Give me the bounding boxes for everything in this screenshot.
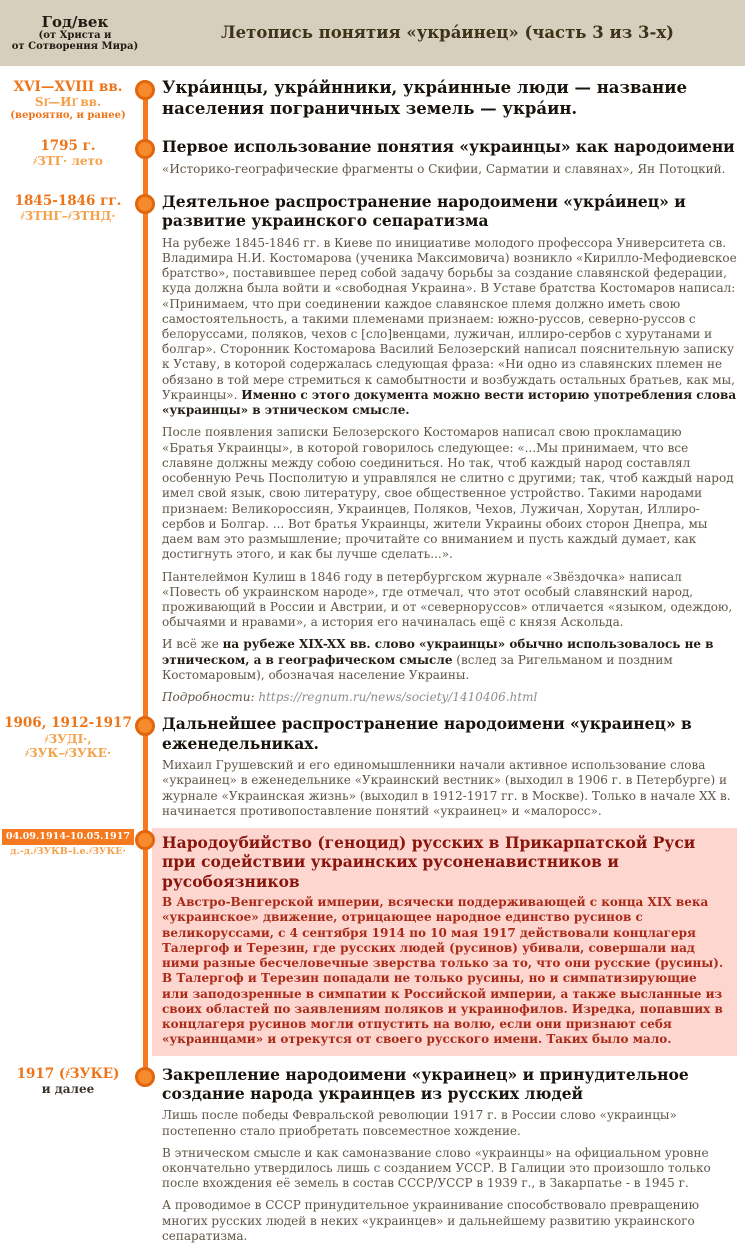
details-link[interactable]: https://regnum.ru/news/society/1410406.html [258, 690, 538, 705]
timeline-entry-1906-1917 [0, 714, 745, 819]
date-gregorian: 1795 г. [40, 138, 96, 155]
date-slavonic: ҂ЗТГ· лето [33, 154, 103, 169]
date-slavonic: ҂ЗТНГ–҂ЗТНД· [20, 209, 116, 224]
paragraph: Лишь после победы Февральской революции 1917 г. в России слово «украинцы» постепенно стало приобретать повсеместное хождение. [162, 1108, 677, 1138]
date-gregorian: XVI—XVIII вв. [13, 79, 123, 95]
entry-content [136, 828, 745, 1055]
timeline-dot [135, 1067, 155, 1087]
timeline-dot [135, 194, 155, 214]
era-sublabel-line1: (от Христа и [38, 30, 112, 42]
era-column-header [0, 14, 150, 53]
paragraph: Михаил Грушевский и его единомышленники начали активное использование слова «украинец» в еженедельнике «Украинский вестник» (выходил в 1906 г. в Петербурге) и журнале «Украинская жизнь» (выходил в 1912-1917 гг. в Москве). Только в начале XX в. начинается противопоставление понятий «украинец» и «малоросс». [162, 758, 731, 818]
paragraph: А проводимое в СССР принудительное украинивание способствовало превращению многих русских людей в неких «украинцев» и дальнейшему развитию украинского сепаратизма. [162, 1198, 700, 1243]
details-line [162, 690, 737, 705]
date-column [0, 828, 136, 1055]
date-column [0, 714, 136, 819]
entry-heading: Закрепление народоимени «украинец» и принудительное создание народа украинцев из русских людей [162, 1064, 689, 1103]
highlighted-block [152, 828, 737, 1055]
date-note: и далее [41, 1081, 95, 1096]
timeline-dot [135, 830, 155, 850]
text-run: На рубеже 1845-1846 гг. в Киеве по инициативе молодого профессора Университета св. Владимира Н.И. Костомарова (ученика Максимовича) возникло «Кирилло-Мефодиевское братство», поставившее перед собой задачу борьбы за создание славянской федерации, куда должна была войти и «свободная Украина». В Уставе братства Костомаров написал: «Принимаем, что при соединении каждое славянское племя должно иметь свою самостоятельность, а такими племенами признаем: южно-руссов, северно-руссов с белоруссами, поляков, чехов с [сло]венцами, лужичан, иллиро-сербов с хурутанами и болгар». Сторонник Костомарова Василий Белозерский написал пояснительную записку к Уставу, в которой содержалась следующая фраза: «Ни одно из славянских племен не обязано в той мере стремиться к самобытности и возбуждать остальных братьев, как мы, Украинцы». [162, 235, 737, 402]
page-title: Летопись понятия «укра́инец» (часть 3 из 3-х) [221, 23, 674, 43]
date-slavonic: ҂ЗУК–҂ЗУКЕ· [24, 745, 112, 760]
timeline-entry-1795 [0, 137, 745, 177]
date-gregorian: 1917 (҂ЗУКЕ) [16, 1065, 120, 1082]
header-bar [0, 0, 745, 66]
entry-content [136, 137, 745, 177]
date-slavonic: ЅІ҃—ИІ҃ вв. [34, 95, 102, 110]
text-run: И всё же [162, 637, 223, 652]
entry-content [136, 1065, 745, 1244]
paragraph: В Австро-Венгерской империи, всячески поддерживающей с конца XIX века «украинское» движение, отрицающее народное единство русинов с великоруссами, с 4 сентября 1914 по 10 мая 1917 действовали концлагеря Талергоф и Терезин, где русских людей (русинов) убивали, совершали над ними разные бесчеловечные зверства только за то, что они русские (русины). В Талергоф и Терезин попадали не только русины, но и симпатизирующие или заподозренные в симпатии к Российской империи, а также высланные из своих областей по заявлениям поляков и украинофилов. Изредка, попавших в концлагеря русинов могли отпустить на волю, если они признают себя «украинцами» и отрекутся от своего русского имени. Таких было мало. [162, 895, 724, 1047]
date-column [0, 192, 136, 706]
text-run: (вслед за Ригельманом и поздним Костомаровым), обозначая население Украины. [162, 652, 673, 682]
timeline-entry-1845-1846 [0, 192, 745, 706]
date-slavonic: д.-д.҂ЗУКВ–і.е.҂ЗУКЕ· [10, 845, 126, 857]
timeline-entry-1917-onward [0, 1065, 745, 1244]
date-slavonic: ҂ЗУДІ·, [44, 731, 92, 746]
entry-content [136, 78, 745, 124]
date-gregorian-badge: 04.09.1914-10.05.1917 [2, 829, 134, 845]
entry-heading: Дальнейшее распространение народоимени «украинец» в еженедельниках. [162, 714, 692, 753]
entry-heading: Укра́инцы, укра́йнники, укра́инные люди — название населения пограничных земель — укра́ин. [162, 78, 687, 118]
era-sublabel-line2: от Сотворения Мира) [11, 41, 139, 53]
paragraph: Пантелеймон Кулиш в 1846 году в петербургском журнале «Звёздочка» написал «Повесть об украинском народе», где отмечал, что этот особый славянский народ, проживающий в России и Австрии, и от «северноруссов» отличается «языком, одеждою, обычаями и нравами», а история его начиналась ещё с князя Аскольда. [162, 569, 733, 630]
era-label: Год/век [41, 12, 109, 31]
date-column [0, 78, 136, 124]
text-run-bold: на рубеже XIX-XX вв. слово «украинцы» обычно использовалось не в этническом, а в географическом смысле [162, 637, 714, 667]
entry-content [136, 192, 745, 706]
timeline-dot [135, 80, 155, 100]
paragraph [162, 637, 737, 683]
paragraph: После появления записки Белозерского Костомаров написал свою прокламацию «Братья Украинцы», в которой говорилось следующее: «...Мы принимаем, что все славяне должны между собою соединиться. Но так, чтоб каждый народ составлял особенную Речь Посполитую и управлялся не слитно с другими; так, чтоб каждый народ имел свой язык, свою литературу, свое общественное устройство. Такими народами признаем: Великороссиян, Украинцев, Поляков, Чехов, Лужичан, Хорутан, Иллиро-сербов и Болгар. ... Вот братья Украинцы, жители Украины обоих сторон Днепра, мы даем вам это размышление; прочитайте со вниманием и пусть каждый думает, как достигнуть этого, и как бы лучше сделать...». [162, 425, 734, 562]
date-column [0, 1065, 136, 1244]
date-note: (вероятно, и ранее) [10, 109, 126, 121]
details-label: Подробности: [162, 690, 259, 705]
entry-heading: Деятельное распространение народоимени «укра́инец» и развитие украинского сепаратизма [162, 191, 686, 231]
paragraph: В этническом смысле и как самоназвание слово «украинцы» на официальном уровне окончательно утвердилось лишь с созданием УССР. В Галиции это произошло только после вхождения её земель в состав СССР/УССР в 1939 г., в Закарпатье - в 1945 г. [162, 1145, 711, 1191]
date-gregorian: 1845-1846 гг. [14, 192, 122, 209]
timeline [0, 66, 745, 1244]
entry-heading: Первое использование понятия «украинцы» как народоимени [162, 137, 735, 157]
date-gregorian: 1906, 1912-1917 [4, 715, 132, 732]
entry-content [136, 714, 745, 819]
timeline-entry-genocide-1914-1917 [0, 828, 745, 1055]
entry-heading: Народоубийство (геноцид) русских в Прикарпатской Руси при содействии украинских русоненавистников и русобоязников [162, 833, 696, 891]
date-column [0, 137, 136, 177]
paragraph [162, 236, 737, 419]
text-run-bold: Именно с этого документа можно вести историю употребления слова «украинцы» в этническом смысле. [162, 387, 737, 418]
source-reference: «Историко-географические фрагменты о Скифии, Сарматии и славянах», Ян Потоцкий. [162, 161, 726, 176]
timeline-entry-16-18-cc [0, 78, 745, 124]
